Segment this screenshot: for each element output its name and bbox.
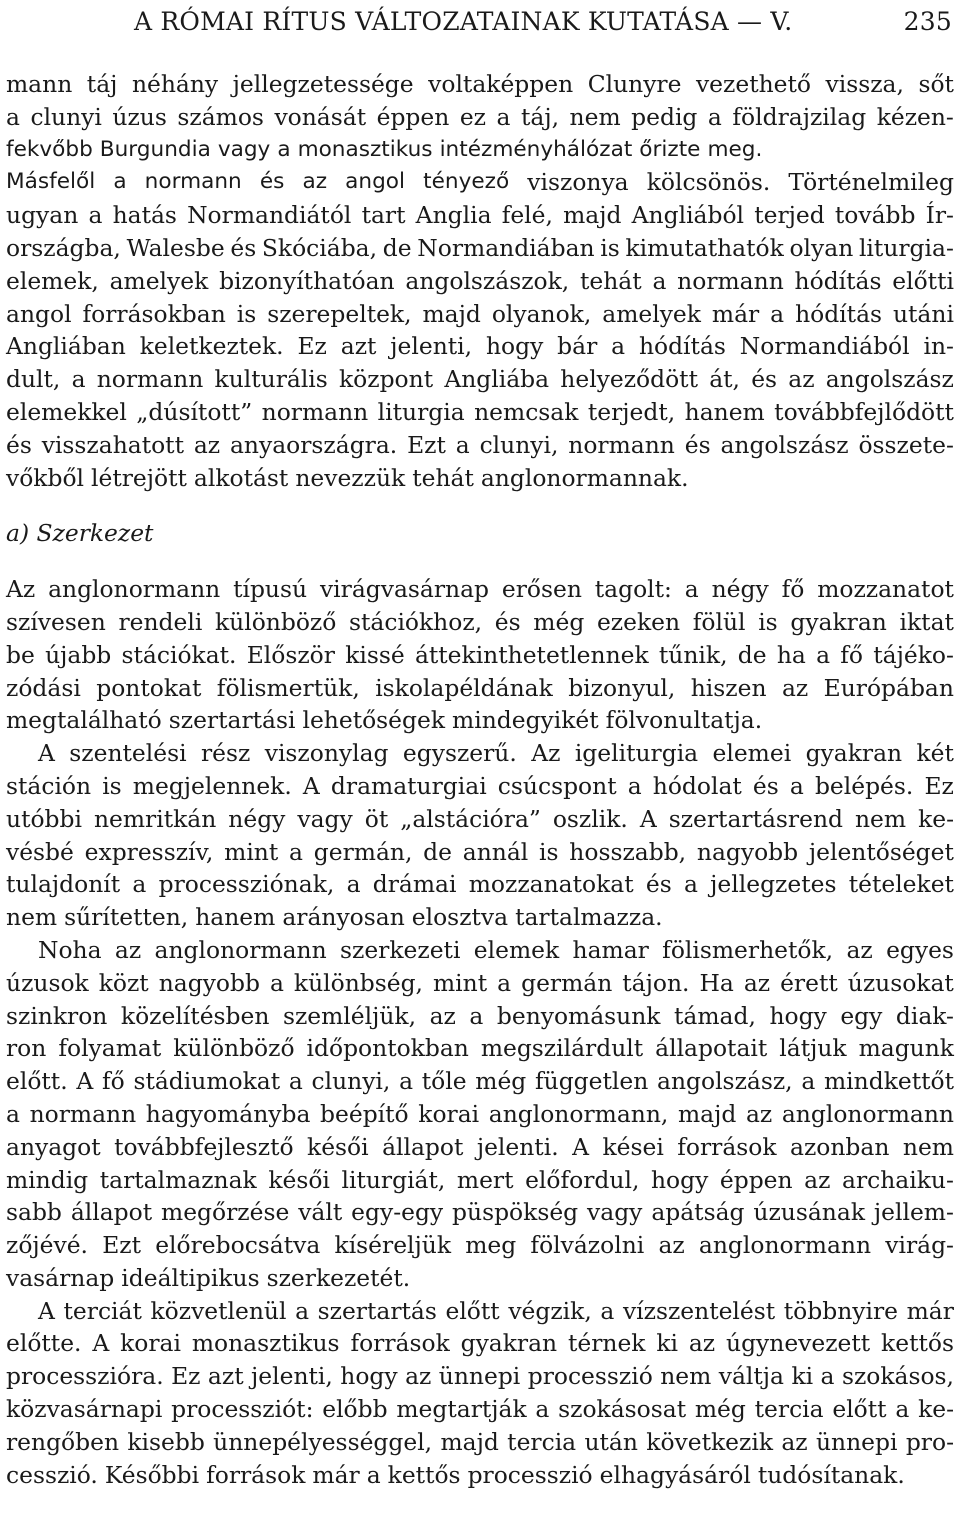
text-line: anyagot továbbfejlesztő késői állapot jelenti. A kései források azonban nem xyxy=(6,1132,954,1161)
text-line: a clunyi úzus számos vonását éppen ez a táj, nem pedig a földrajzilag kézen- xyxy=(6,102,954,131)
text-line: vésbé expresszív, mint a germán, de annál is hosszabb, nagyobb jelentőséget xyxy=(6,837,954,866)
text-line: vőkből létrejött alkotást nevezzük tehát anglonormannak. xyxy=(6,463,689,492)
text-line: országba, Walesbe és Skóciába, de Normandiában is kimutathatók olyan liturgia- xyxy=(6,233,954,262)
section-heading: a) Szerkezet xyxy=(6,519,154,548)
text-line: Az anglonormann típusú virágvasárnap erősen tagolt: a négy fő mozzanatot xyxy=(6,575,954,604)
text-line: elemekkel „dúsított” normann liturgia nemcsak terjedt, hanem továbbfejlődött xyxy=(6,397,954,426)
text-line: sabb állapot megőrzése vált egy-egy püspökség vagy apátság úzusának jellem- xyxy=(6,1198,954,1227)
text-line: közvasárnapi processziót: előbb megtartják a szokásosat még tercia előtt a ke- xyxy=(6,1395,954,1424)
text-line: nem sűrítetten, hanem arányosan elosztva tartalmazza. xyxy=(6,903,663,932)
paragraph xyxy=(6,737,954,934)
body-text xyxy=(6,68,954,1491)
text-line: rengőben kisebb ünnepélyességgel, majd tercia után következik az ünnepi pro- xyxy=(6,1427,954,1456)
text-line: utóbbi nemritkán négy vagy öt „alstációra” oszlik. A szertartásrend nem ke- xyxy=(6,804,954,833)
text-line: stáción is megjelennek. A dramaturgiai csúcspont a hódolat és a belépés. Ez xyxy=(6,771,954,800)
text-line: be újabb stációkat. Először kissé áttekinthetetlennek tűnik, de ha a fő tájéko- xyxy=(6,640,954,669)
text-line: Angliában keletkeztek. Ez azt jelenti, hogy bár a hódítás Normandiából in- xyxy=(6,332,954,361)
text-line: angol forrásokban is szerepeltek, majd olyanok, amelyek már a hódítás utáni xyxy=(6,299,954,328)
text-line: tulajdonít a processziónak, a drámai mozzanatokat és a jellegzetes tételeket xyxy=(6,870,954,899)
paragraph xyxy=(6,68,954,494)
running-head xyxy=(6,0,954,44)
text-line: processzióra. Ez azt jelenti, hogy az ünnepi processzió nem váltja ki a szokásos, xyxy=(6,1362,954,1391)
running-title: A RÓMAI RÍTUS VÁLTOZATAINAK KUTATÁSA — V. xyxy=(134,7,793,36)
paragraph xyxy=(6,573,954,737)
text-line: cesszió. Későbbi források már a kettős processzió elhagyásáról tudósítanak. xyxy=(6,1460,905,1489)
text-line: Noha az anglonormann szerkezeti elemek hamar fölismerhetők, az egyes xyxy=(38,935,954,964)
text-line: A szentelési rész viszonylag egyszerű. Az igeliturgia elemei gyakran két xyxy=(38,739,954,768)
text-line: és visszahatott az anyaországra. Ezt a clunyi, normann és angolszász összete- xyxy=(6,430,954,459)
text-line: elemek, amelyek bizonyíthatóan angolszászok, tehát a normann hódítás előtti xyxy=(6,266,954,295)
text-line: megtalálható szertartási lehetőségek mindegyikét fölvonultatja. xyxy=(6,706,763,735)
text-line: szívesen rendeli különböző stációkhoz, és még ezeken fölül is gyakran iktat xyxy=(6,607,954,636)
paragraph xyxy=(6,1295,954,1492)
text-line: fekvőbb Burgundia vagy a monasztikus intézményhálózat őrizte meg. xyxy=(6,136,763,162)
text-line: a normann hagyományba beépítő korai anglonormann, majd az anglonormann xyxy=(6,1099,954,1128)
page-number: 235 xyxy=(903,7,952,36)
text-line: előtte. A korai monasztikus források gyakran térnek ki az úgynevezett kettős xyxy=(6,1329,954,1358)
paragraph xyxy=(6,934,954,1295)
text-line: szinkron közelítésben szemléljük, az a benyomásunk támad, hogy egy diak- xyxy=(6,1001,954,1030)
text-line: előtt. A fő stádiumokat a clunyi, a tőle még független angolszász, a mindkettőt xyxy=(6,1067,954,1096)
text-line: úzusok közt nagyobb a különbség, mint a germán tájon. Ha az érett úzusokat xyxy=(6,968,954,997)
text-line: mindig tartalmaznak késői liturgiát, mert előfordul, hogy éppen az archaiku- xyxy=(6,1165,954,1194)
text-line: mann táj néhány jellegzetessége voltaképpen Clunyre vezethető vissza, sőt xyxy=(6,70,954,98)
text-line: vasárnap ideáltipikus szerkezetét. xyxy=(6,1263,411,1292)
text-line: A terciát közvetlenül a szertartás előtt végzik, a vízszentelést többnyire már xyxy=(38,1296,954,1325)
text-line: zódási pontokat fölismertük, iskolapéldának bizonyul, hiszen az Európában xyxy=(6,673,954,702)
text-line: dult, a normann kulturális központ Angliába helyeződött át, és az angolszász xyxy=(6,365,954,394)
text-line: Másfelől a normann és az angol tényező viszonya kölcsönös. Történelmileg xyxy=(6,168,954,197)
text-line: ron folyamat különböző időpontokban megszilárdult állapotait látjuk magunk xyxy=(6,1034,954,1063)
text-line: zőjévé. Ezt előrebocsátva kíséreljük meg fölvázolni az anglonormann virág- xyxy=(6,1231,954,1260)
text-line: ugyan a hatás Normandiától tart Anglia felé, majd Angliából terjed tovább Ír- xyxy=(6,201,954,230)
